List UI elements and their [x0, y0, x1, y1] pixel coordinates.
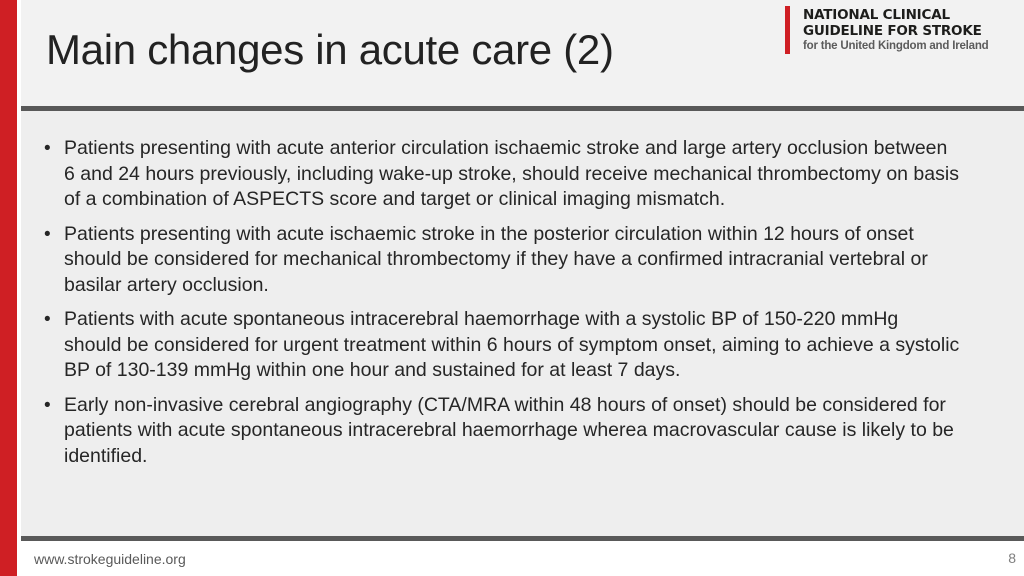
page-number: 8 — [1008, 550, 1016, 566]
bullet-text: Patients with acute spontaneous intracerebral haemorrhage with a systolic BP of 150-220 mmHg should be considered for urgent treatment within 6 hours of symptom onset, aiming to achieve a systolic BP of 130-139 mmHg within one hour and sustained for at least 7 days. — [64, 308, 960, 381]
bullet-text: Patients presenting with acute ischaemic stroke in the posterior circulation within 12 hours of onset should be considered for mechanical thrombectomy if they have a confirmed intracranial vertebral or basilar artery occlusion. — [64, 222, 928, 296]
bullet-item — [21, 307, 961, 384]
bullet-item — [21, 393, 961, 470]
bullet-item — [21, 222, 961, 299]
guideline-logo — [785, 6, 1021, 54]
bullet-icon: • — [44, 394, 51, 416]
logo-accent-bar — [785, 6, 790, 54]
bullet-icon: • — [44, 309, 51, 330]
logo-subtitle: for the United Kingdom and Ireland — [803, 40, 989, 52]
bullet-list — [21, 136, 961, 478]
logo-title-line-1: NATIONAL CLINICAL — [803, 7, 950, 23]
slide-footer — [21, 541, 1024, 576]
bullet-item — [21, 136, 961, 213]
bullet-icon: • — [44, 223, 51, 245]
content-panel — [21, 111, 1024, 536]
bullet-text: Early non-invasive cerebral angiography (CTA/MRA within 48 hours of onset) should be considered for patients with acute spontaneous intracerebral haemorrhage wherea macrovascular cause is likely to be identified. — [64, 393, 954, 467]
website-url: www.strokeguideline.org — [34, 551, 186, 567]
slide-title: Main changes in acute care (2) — [46, 26, 614, 73]
bullet-text: Patients presenting with acute anterior circulation ischaemic stroke and large artery occlusion between 6 and 24 hours previously, including wake-up stroke, should receive mechanical thrombectomy on basis of a combination of ASPECTS score and target or clinical imaging mismatch. — [64, 137, 959, 210]
bullet-icon: • — [44, 138, 51, 159]
left-accent-bar — [0, 0, 17, 576]
logo-title-line-2: GUIDELINE FOR STROKE — [803, 23, 982, 39]
